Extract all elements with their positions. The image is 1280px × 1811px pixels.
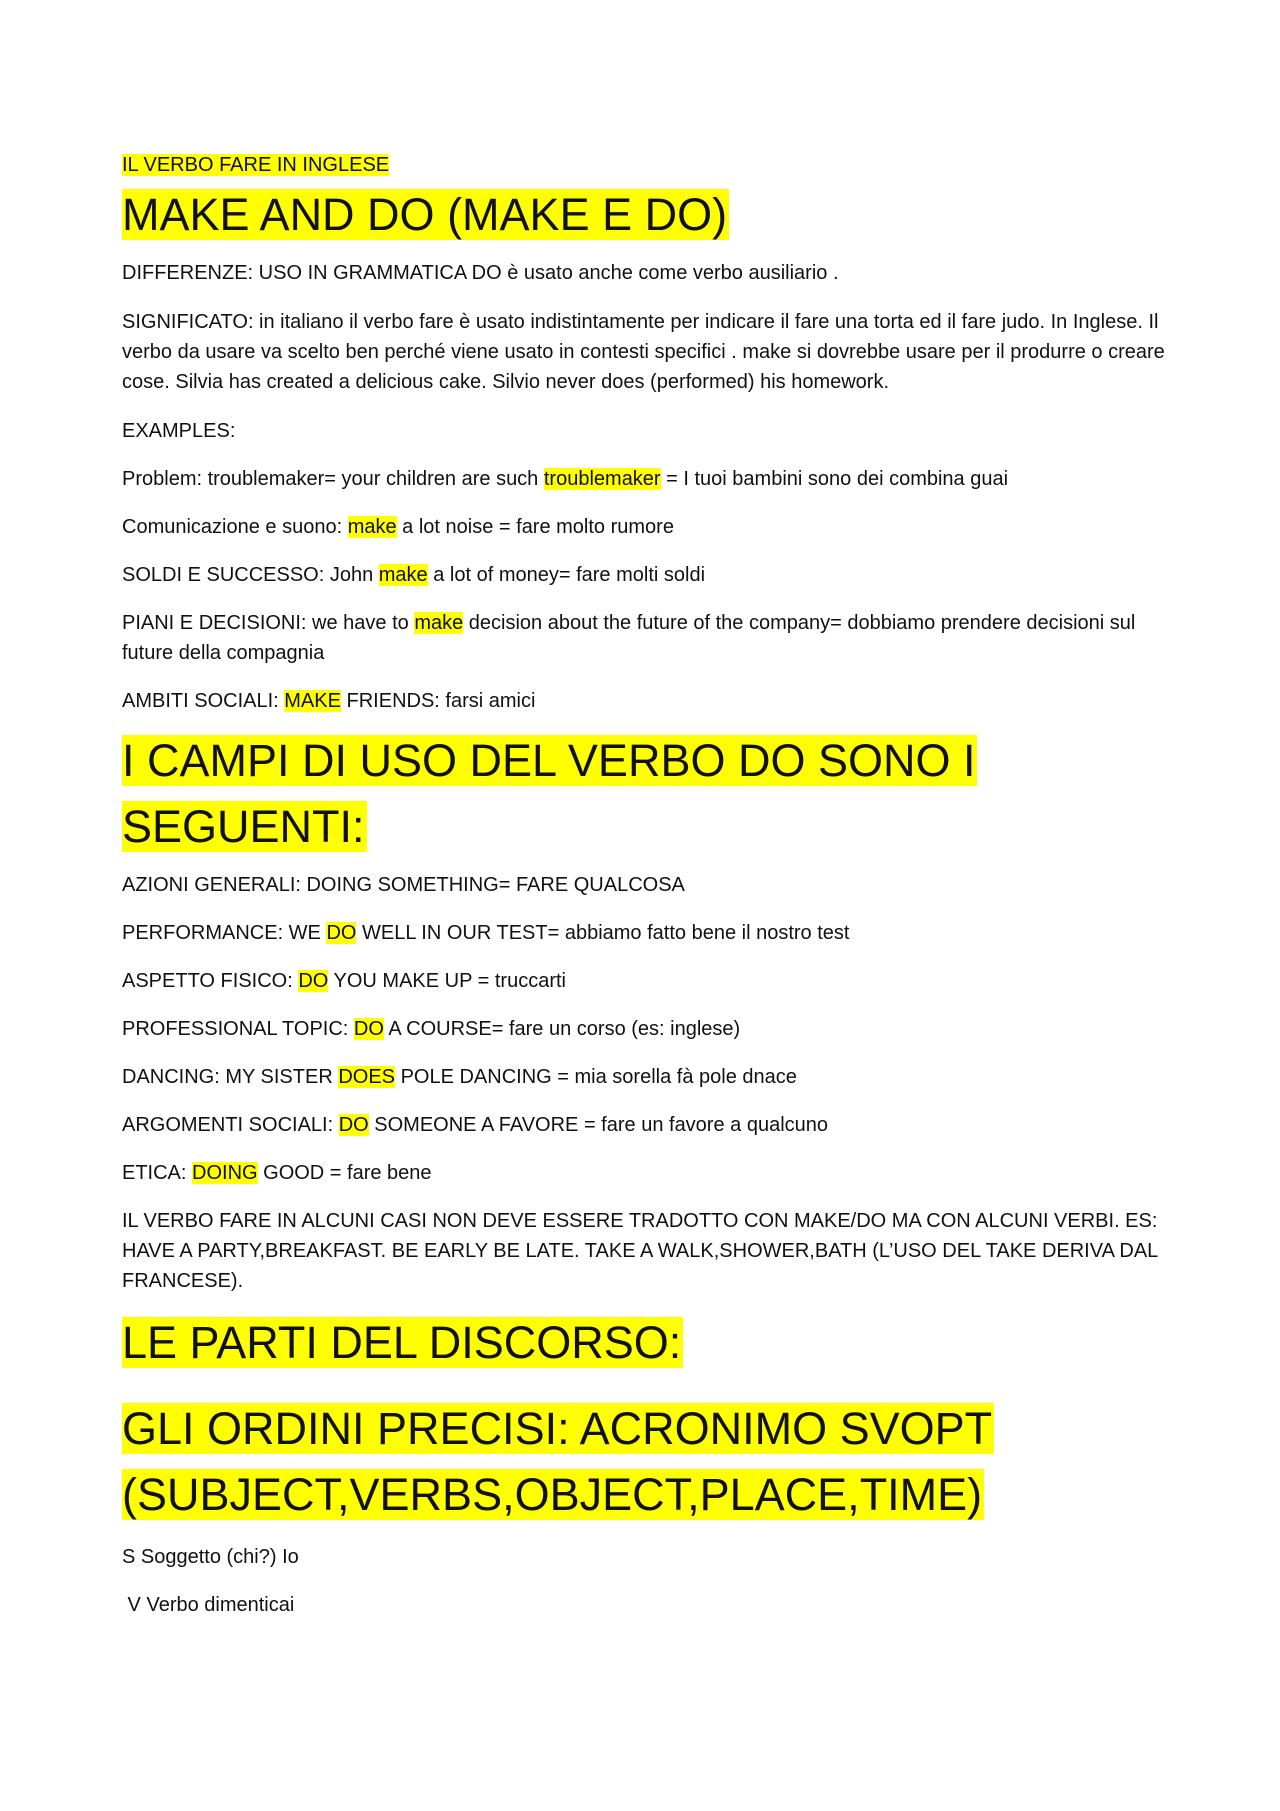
do-example: PERFORMANCE: WE DO WELL IN OUR TEST= abbiamo fatto bene il nostro test [122,922,850,944]
do-general: AZIONI GENERALI: DOING SOMETHING= FARE QUALCOSA [122,874,685,896]
make-examples-list [122,464,1172,716]
svopt-item: V Verbo dimenticai [122,1594,295,1616]
fare-note-paragraph: IL VERBO FARE IN ALCUNI CASI NON DEVE ESSERE TRADOTTO CON MAKE/DO MA CON ALCUNI VERBI. ES: HAVE A PARTY,BREAKFAST. BE EARLY BE LATE. TAKE A WALK,SHOWER,BATH (L’USO DEL TAKE DERIVA DAL FRANCESE). [122,1210,1158,1292]
document-page [122,150,1172,1638]
make-example: Problem: troublemaker= your children are such troublemaker = I tuoi bambini sono dei combina guai [122,468,1009,490]
title-parti-discorso: LE PARTI DEL DISCORSO: [122,1317,682,1368]
make-example: SOLDI E SUCCESSO: John make a lot of money= fare molti soldi [122,564,706,586]
differenze-paragraph: DIFFERENZE: USO IN GRAMMATICA DO è usato anche come verbo ausiliario . [122,262,839,284]
do-example: DANCING: MY SISTER DOES POLE DANCING = mia sorella fà pole dnace [122,1066,797,1088]
significato-paragraph: SIGNIFICATO: in italiano il verbo fare è usato indistintamente per indicare il fare una torta ed il fare judo. In Inglese. Il verbo da usare va scelto ben perché viene usato in contesti specifici . make si dovrebbe usare per il produrre o creare cose. Silvia has created a delicious cake. Silvio never does (performed) his homework. [122,311,1165,393]
title-make-and-do: MAKE AND DO (MAKE E DO) [122,189,728,240]
do-example: ETICA: DOING GOOD = fare bene [122,1162,432,1184]
do-examples-list [122,918,1172,1188]
doc-kicker: IL VERBO FARE IN INGLESE [122,154,390,176]
do-example: PROFESSIONAL TOPIC: DO A COURSE= fare un corso (es: inglese) [122,1018,741,1040]
make-example: Comunicazione e suono: make a lot noise = fare molto rumore [122,516,674,538]
examples-label: EXAMPLES: [122,420,236,442]
title-ordini-svopt: GLI ORDINI PRECISI: ACRONIMO SVOPT (SUBJECT,VERBS,OBJECT,PLACE,TIME) [122,1403,993,1520]
do-example: ASPETTO FISICO: DO YOU MAKE UP = truccarti [122,970,566,992]
do-example: ARGOMENTI SOCIALI: DO SOMEONE A FAVORE = fare un favore a qualcuno [122,1114,829,1136]
svopt-item: S Soggetto (chi?) Io [122,1546,299,1568]
title-campi-do: I CAMPI DI USO DEL VERBO DO SONO I SEGUENTI: [122,735,976,852]
make-example: AMBITI SOCIALI: MAKE FRIENDS: farsi amici [122,690,536,712]
svopt-list [122,1542,1172,1620]
make-example: PIANI E DECISIONI: we have to make decision about the future of the company= dobbiamo prendere decisioni sul future della compagnia [122,612,1136,664]
